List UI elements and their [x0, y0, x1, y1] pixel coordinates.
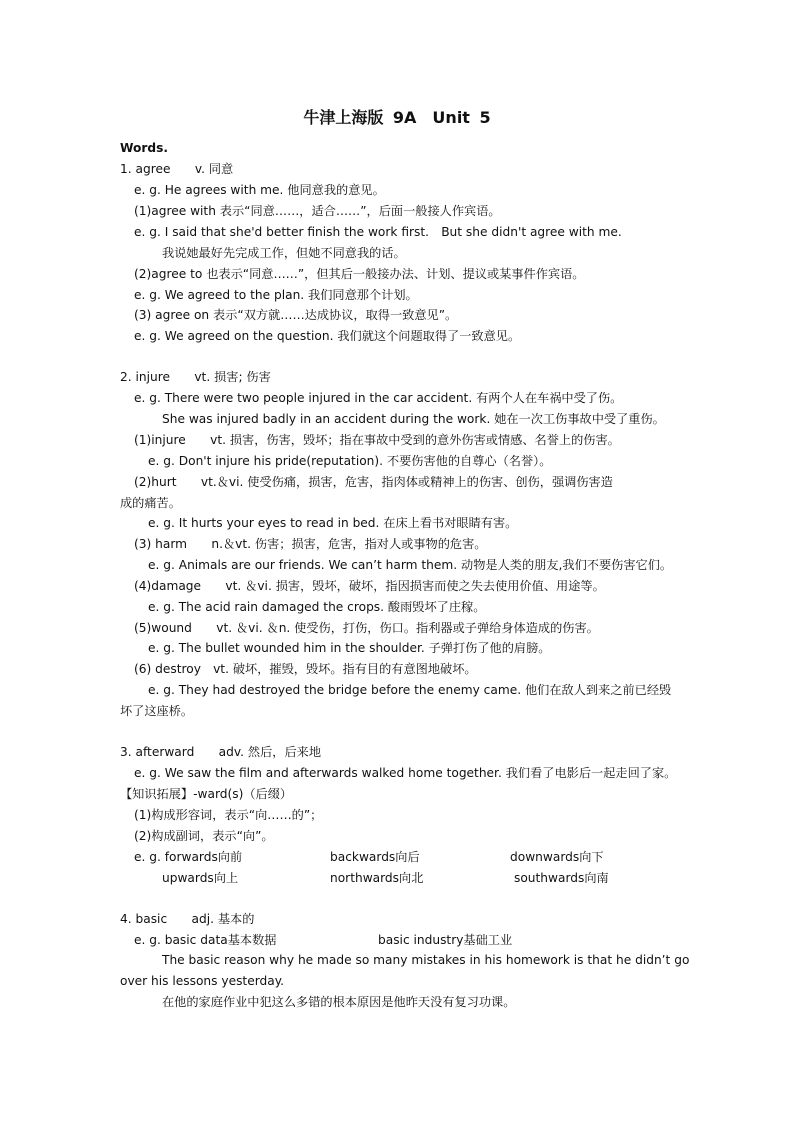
entry-line: (5)wound vt. ＆vi. ＆n. 使受伤，打伤，伤口。指利器或子弹给身体造成的伤害。 [134, 621, 599, 635]
entry-line: e. g. It hurts your eyes to read in bed. 在床上看书对眼睛有害。 [148, 516, 518, 530]
example-word: upwards向上 [162, 871, 239, 885]
entry-line: (2)agree to 也表示“同意……”，但其后一般接办法、计划、提议或某事件作宾语。 [134, 267, 585, 281]
entry-line: The basic reason why he made so many mistakes in his homework is that he didn’t go [162, 953, 690, 967]
example-word: northwards向北 [330, 871, 424, 885]
entry-line: e. g. We saw the film and afterwards walked home together. 我们看了电影后一起走回了家。 [134, 766, 677, 780]
words-heading: Words. [120, 141, 168, 155]
entry-line: e. g. There were two people injured in the car accident. 有两个人在车祸中受了伤。 [134, 391, 623, 405]
entry-line: e. g. Animals are our friends. We can’t harm them. 动物是人类的朋友,我们不要伤害它们。 [148, 558, 673, 572]
entry-line: 我说她最好先完成工作，但她不同意我的话。 [162, 246, 406, 260]
example-word: e. g. basic data基本数据 [134, 933, 277, 947]
entry-line: e. g. The bullet wounded him in the shoulder. 子弹打伤了他的肩膀。 [148, 641, 551, 655]
entry-line: e. g. They had destroyed the bridge before the enemy came. 他们在敌人到来之前已经毁 [148, 683, 672, 697]
entry-line: over his lessons yesterday. [120, 974, 285, 988]
entry-line: 坏了这座桥。 [120, 704, 194, 718]
entry-basic-head: 4. basic adj. 基本的 [120, 912, 255, 926]
entry-injure-head: 2. injure vt. 损害; 伤害 [120, 370, 271, 384]
entry-line: (4)damage vt. ＆vi. 损害，毁坏，破坏，指因损害而使之失去使用价值、用途等。 [134, 579, 605, 593]
entry-line: e. g. He agrees with me. 他同意我的意见。 [134, 183, 385, 197]
entry-line: (3) agree on 表示“双方就……达成协议，取得一致意见”。 [134, 308, 458, 322]
entry-line: e. g. I said that she'd better finish the work first. But she didn't agree with me. [134, 225, 622, 239]
entry-agree-head: 1. agree v. 同意 [120, 162, 234, 176]
page-title: 牛津上海版 9A Unit 5 [303, 108, 491, 127]
example-word: e. g. forwards向前 [134, 850, 243, 864]
example-word: backwards向后 [330, 850, 420, 864]
example-word: basic industry基础工业 [378, 933, 513, 947]
entry-line: (2)构成副词，表示“向”。 [134, 829, 274, 843]
entry-line: e. g. We agreed to the plan. 我们同意那个计划。 [134, 288, 418, 302]
entry-line: (1)构成形容词，表示“向……的”； [134, 808, 323, 822]
example-word: southwards向南 [514, 871, 609, 885]
knowledge-extension: 【知识拓展】-ward(s)（后缀） [120, 787, 293, 801]
example-word: downwards向下 [510, 850, 604, 864]
entry-line: e. g. The acid rain damaged the crops. 酸雨毁坏了庄稼。 [148, 600, 486, 614]
entry-line: e. g. Don't injure his pride(reputation). 不要伤害他的自尊心（名誉）。 [148, 454, 552, 468]
entry-line: 在他的家庭作业中犯这么多错的根本原因是他昨天没有复习功课。 [162, 995, 516, 1009]
entry-line: (6) destroy vt. 破坏，摧毁，毁坏。指有目的有意图地破坏。 [134, 662, 477, 676]
entry-line: (3) harm n.＆vt. 伤害；损害，危害，指对人或事物的危害。 [134, 537, 487, 551]
entry-line: e. g. We agreed on the question. 我们就这个问题取得了一致意见。 [134, 329, 521, 343]
entry-line: (2)hurt vt.＆vi. 使受伤痛，损害，危害，指肉体或精神上的伤害、创伤，强调伤害造 [134, 475, 613, 489]
entry-line: 成的痛苦。 [120, 496, 181, 510]
entry-line: (1)agree with 表示“同意……，适合……”，后面一般接人作宾语。 [134, 204, 501, 218]
entry-line: She was injured badly in an accident during the work. 她在一次工伤事故中受了重伤。 [162, 412, 665, 426]
entry-afterward-head: 3. afterward adv. 然后，后来地 [120, 745, 322, 759]
entry-line: (1)injure vt. 损害，伤害，毁坏；指在事故中受到的意外伤害或情感、名誉上的伤害。 [134, 433, 620, 447]
